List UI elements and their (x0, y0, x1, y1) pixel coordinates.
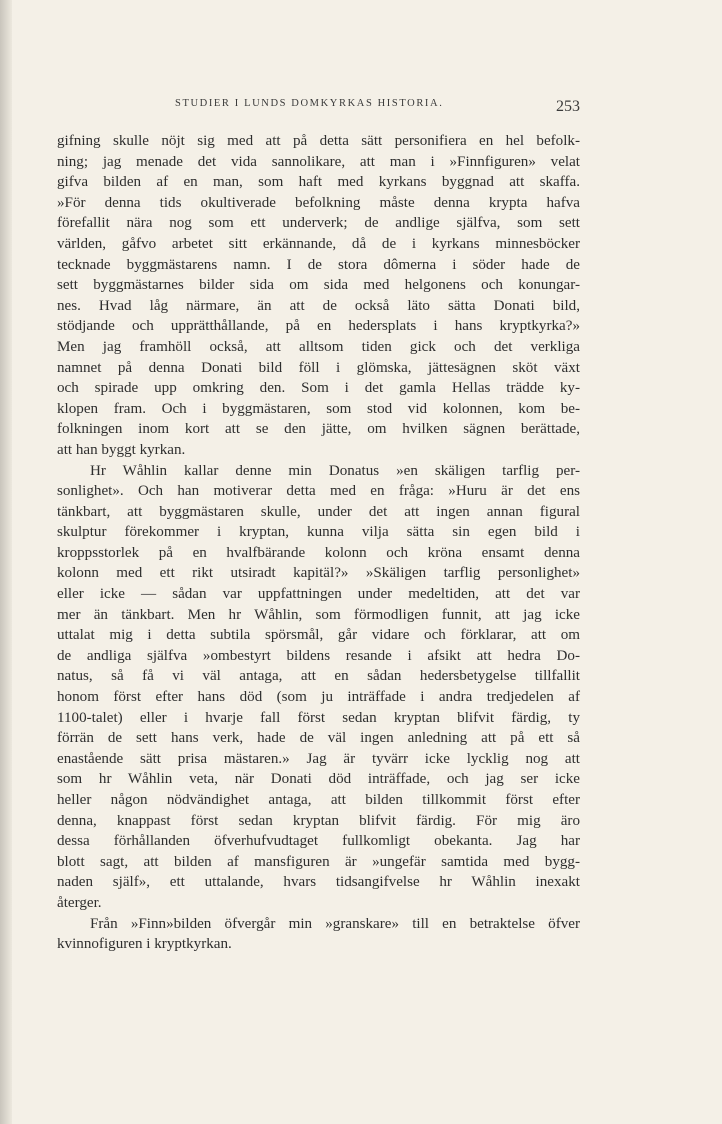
text-line: ning; jag menade det vida sannolikare, att man i »Finnfiguren» velat (57, 153, 580, 170)
text-line: skulptur förekommer i kryptan, kunna vilja sätta sin egen bild i (57, 524, 580, 541)
text-line: dessa förhållanden öfverhufvudtaget fullkomligt obekanta. Jag har (57, 833, 580, 850)
text-line: nes. Hvad låg närmare, än att de också läto sätta Donati bild, (57, 297, 580, 314)
text-line: enastående sätt prisa mästaren.» Jag är tyvärr icke lycklig nog att (57, 750, 580, 767)
text-line: som hr Wåhlin veta, när Donati död inträffade, och jag ser icke (57, 771, 580, 788)
text-line: naden själf», ett uttalande, hvars tidsangifvelse hr Wåhlin inexakt (57, 874, 580, 891)
text-line: förrän de sett hans verk, hade de väl ingen anledning att på ett så (57, 730, 580, 747)
text-line: kroppsstorlek på en hvalfbärande kolonn och kröna ensamt denna (57, 544, 580, 561)
text-line: gifning skulle nöjt sig med att på detta sätt personifiera en hel befolk- (57, 133, 580, 149)
text-line: tecknade byggmästarens namn. I de stora dômerna i söder hade de (57, 256, 580, 273)
text-line: uttalat mig i detta subtila spörsmål, går vidare och förklarar, att om (57, 627, 580, 644)
text-line: »För denna tids okultiverade befolkning måste denna krypta hafva (57, 194, 580, 211)
text-line: sonlighet». Och han motiverar detta med en fråga: »Huru är det ens (57, 483, 580, 500)
text-line: att han byggt kyrkan. (57, 441, 186, 458)
text-line: blott sagt, att bilden af mansfiguren är »ungefär samtida med bygg- (57, 853, 580, 870)
text-line: Hr Wåhlin kallar denne min Donatus »en skäligen tarflig per- (90, 462, 580, 479)
body-text (57, 131, 580, 955)
page-gutter-shadow (0, 0, 12, 1124)
page-number: 253 (556, 98, 580, 115)
text-line: namnet på denna Donati bild föll i glömska, jättesägnen sköt växt (57, 359, 580, 376)
text-line: återger. (57, 894, 102, 911)
text-line: Men jag framhöll också, att alltsom tiden gick och det verkliga (57, 338, 580, 355)
text-line: de andliga själfva »ombestyrt bildens resande i afsikt att hedra Do- (57, 647, 580, 664)
text-line: förefallit nära nog som ett underverk; de andlige själfva, som sett (57, 215, 580, 232)
text-line: klopen fram. Och i byggmästaren, som stod vid kolonnen, kom be- (57, 400, 580, 417)
text-line: sett byggmästarnes bilder sida om sida med helgonens och konungar- (57, 277, 580, 294)
text-line: världen, gåfvo arbetet sitt erkännande, då de i kyrkans minnesböcker (57, 235, 580, 252)
text-line: kolonn med ett rikt utsiradt kapitäl?» »Skäligen tarflig personlighet» (57, 565, 580, 582)
text-line: Från »Finn»bilden öfvergår min »granskare» till en betraktelse öfver (90, 915, 580, 932)
text-line: mer än tänkbart. Men hr Wåhlin, som förmodligen funnit, att jag icke (57, 606, 580, 623)
running-head: STUDIER I LUNDS DOMKYRKAS HISTORIA. (175, 98, 444, 109)
text-line: folkningen inom kort att se den jätte, om hvilken sägnen berättade, (57, 421, 580, 438)
text-line: 1100-talet) eller i hvarje fall först sedan kryptan blifvit färdig, ty (57, 709, 580, 726)
text-line: och spirade upp omkring den. Som i det gamla Hellas trädde ky- (57, 380, 580, 397)
text-line: stödjande och upprätthållande, på en hedersplats i hans kryptkyrka?» (57, 318, 580, 335)
text-line: tänkbart, att byggmästaren skulle, under det att ingen annan figural (57, 503, 580, 520)
text-line: kvinnofiguren i kryptkyrkan. (57, 936, 232, 953)
text-line: eller icke — sådan var uppfattningen under medeltiden, att det var (57, 586, 580, 603)
text-line: gifva bilden af en man, som haft med kyrkans byggnad att skaffa. (57, 174, 580, 191)
text-line: honom först efter hans död (som ju inträffade i andra tredjedelen af (57, 689, 580, 706)
text-line: heller någon nödvändighet antaga, att bilden tillkommit först efter (57, 792, 580, 808)
text-line: denna, knappast först sedan kryptan blifvit färdig. För mig äro (57, 812, 580, 829)
text-line: natus, så få vi väl antaga, att en sådan hedersbetygelse tillfallit (57, 668, 580, 685)
